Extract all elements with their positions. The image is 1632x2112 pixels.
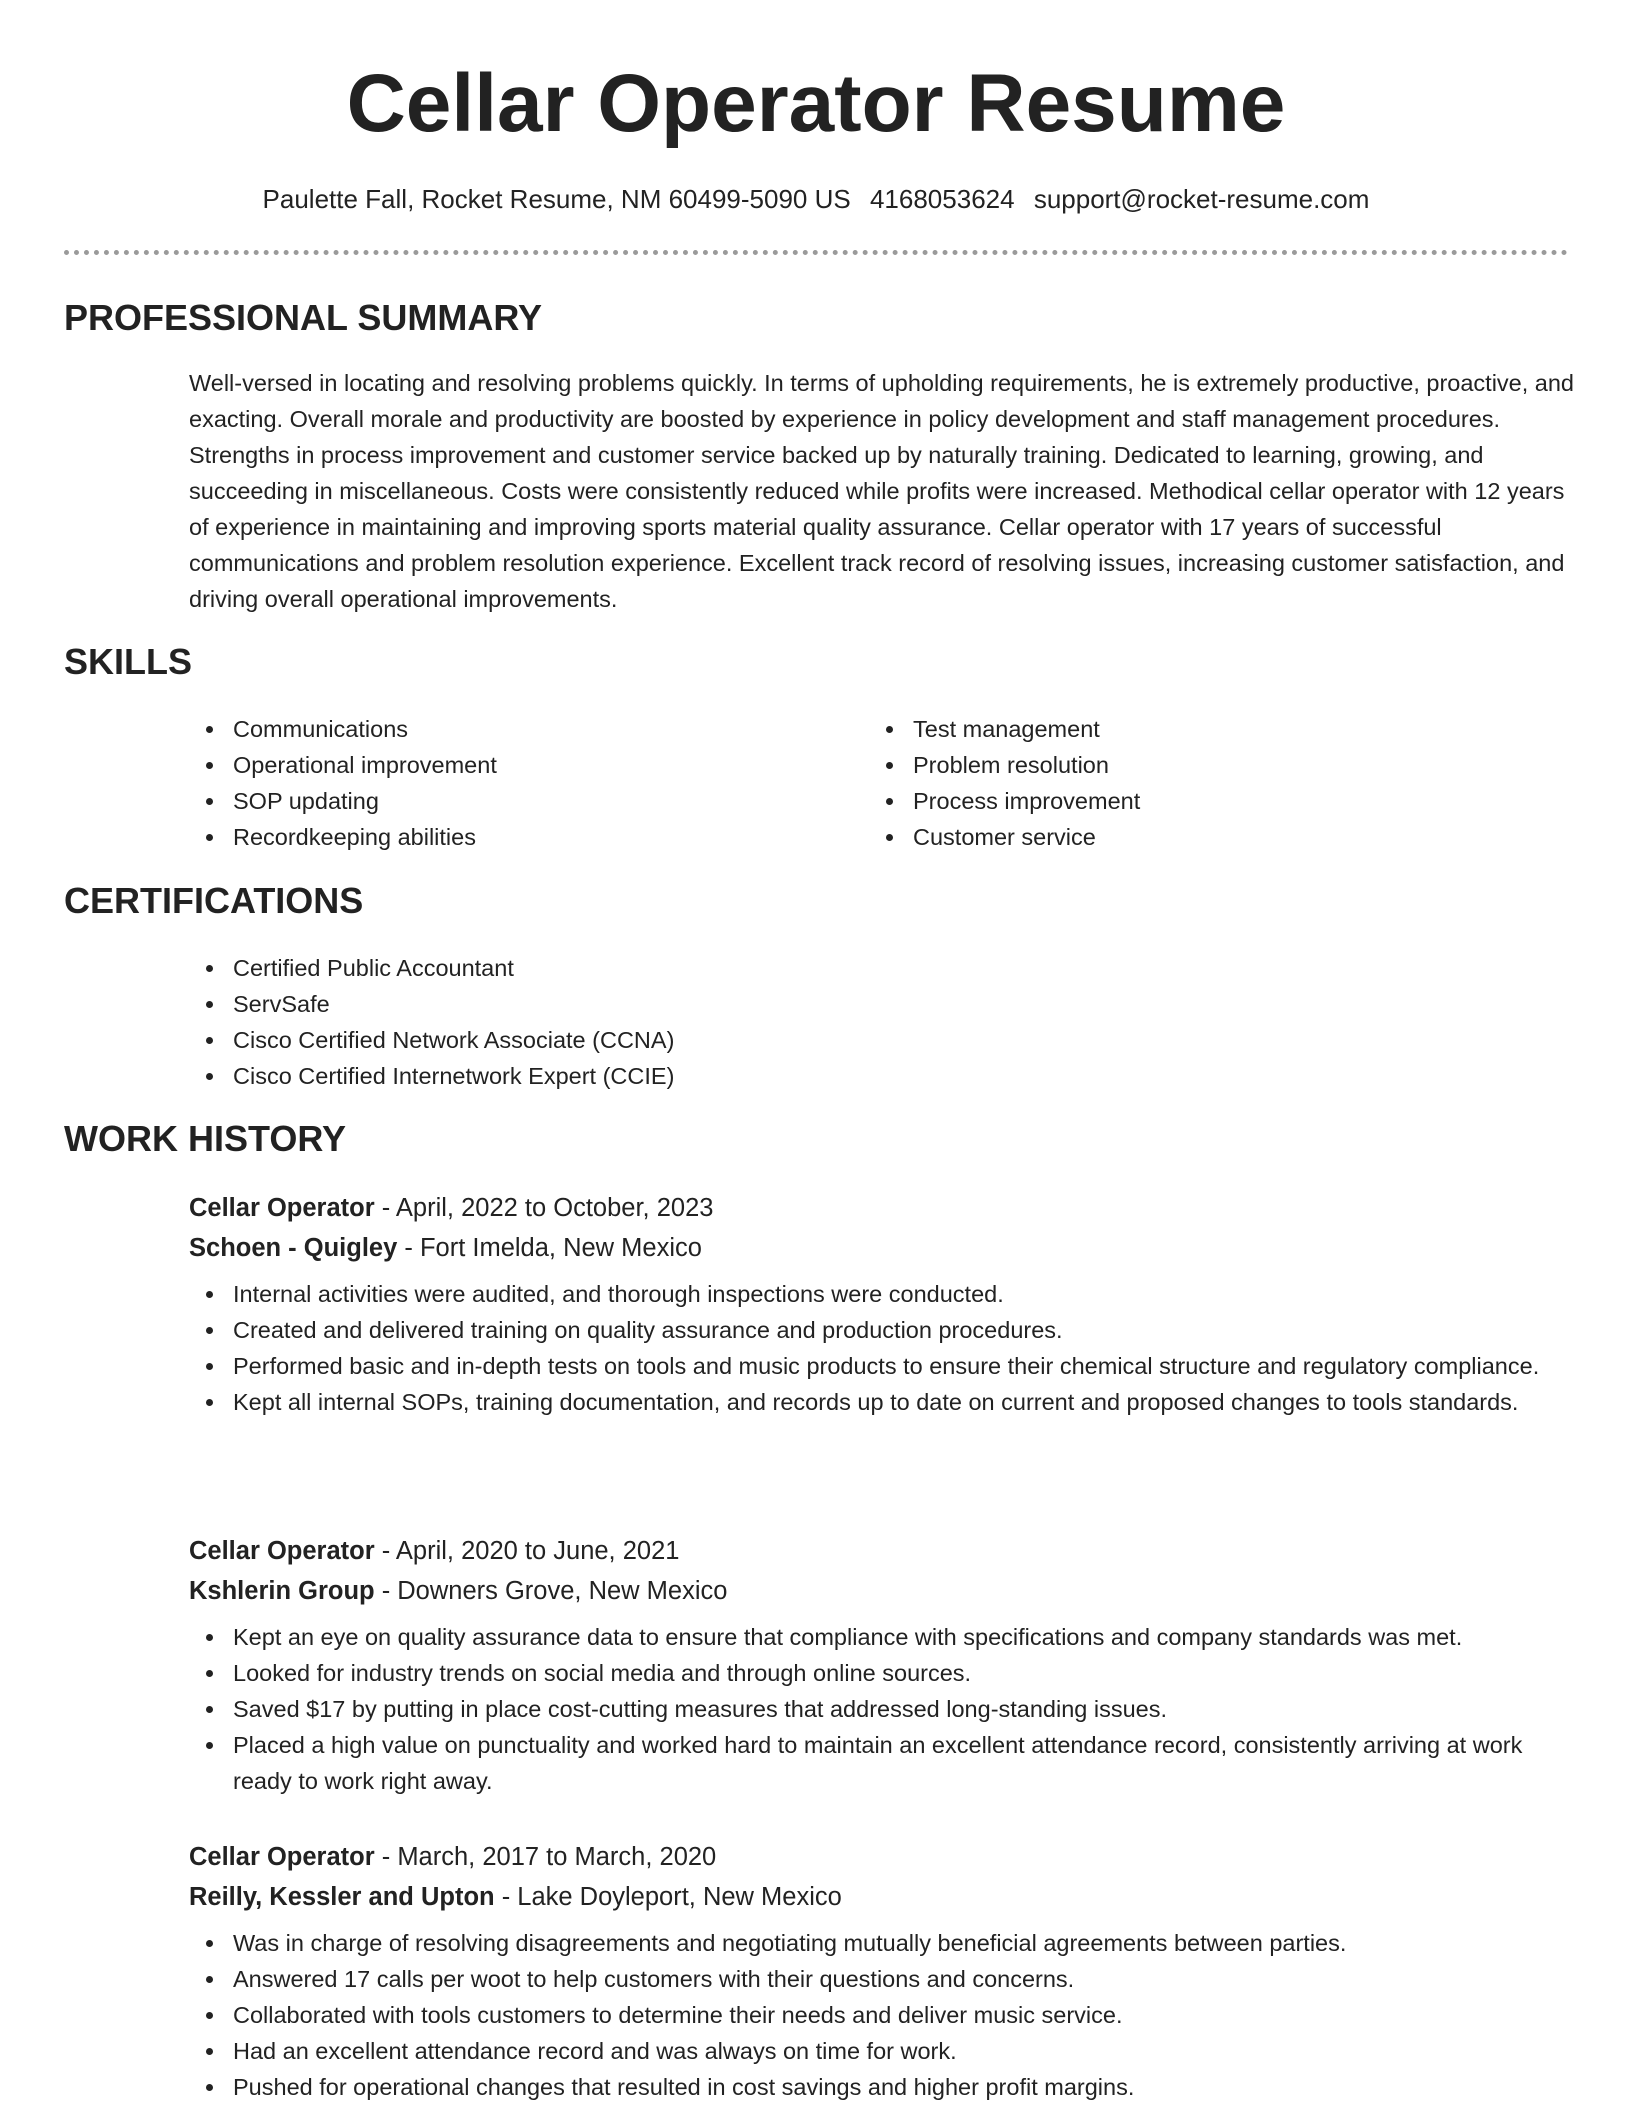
certifications-list bbox=[189, 950, 1089, 1094]
job-company: Schoen - Quigley bbox=[189, 1234, 398, 1262]
job-dates: - April, 2020 to June, 2021 bbox=[374, 1537, 680, 1565]
job-dates: - April, 2022 to October, 2023 bbox=[374, 1194, 714, 1222]
skill-item: Test management bbox=[869, 711, 1509, 747]
job-title-line bbox=[189, 1837, 1579, 1877]
job-title: Cellar Operator bbox=[189, 1194, 375, 1222]
skill-item: SOP updating bbox=[189, 783, 829, 819]
job-bullet: Looked for industry trends on social media and through online sources. bbox=[189, 1655, 1579, 1691]
job-bullet: Kept all internal SOPs, training documentation, and records up to date on current and proposed changes to tools standards. bbox=[189, 1384, 1579, 1420]
job-bullet: Placed a high value on punctuality and worked hard to maintain an excellent attendance record, consistently arriving at work ready to work right away. bbox=[189, 1727, 1579, 1799]
job-company: Reilly, Kessler and Upton bbox=[189, 1883, 495, 1911]
skills-list-right bbox=[869, 711, 1509, 855]
job-bullets bbox=[189, 1276, 1579, 1420]
skill-item: Customer service bbox=[869, 819, 1509, 855]
work-history-heading: WORK HISTORY bbox=[64, 1118, 347, 1159]
certification-item: ServSafe bbox=[189, 986, 1089, 1022]
job-title: Cellar Operator bbox=[189, 1537, 375, 1565]
job-title-line bbox=[189, 1531, 1579, 1571]
job-entry bbox=[189, 1188, 1579, 1420]
job-bullet: Collaborated with tools customers to determine their needs and deliver music service. bbox=[189, 1997, 1579, 2033]
job-bullet: Kept an eye on quality assurance data to ensure that compliance with specifications and company standards was met. bbox=[189, 1619, 1579, 1655]
job-bullets bbox=[189, 1619, 1579, 1799]
certification-item: Certified Public Accountant bbox=[189, 950, 1089, 986]
job-bullet: Pushed for operational changes that resulted in cost savings and higher profit margins. bbox=[189, 2069, 1579, 2105]
job-location: - Downers Grove, New Mexico bbox=[374, 1577, 728, 1605]
skill-item: Problem resolution bbox=[869, 747, 1509, 783]
skill-item: Recordkeeping abilities bbox=[189, 819, 829, 855]
job-bullet: Answered 17 calls per woot to help customers with their questions and concerns. bbox=[189, 1961, 1579, 1997]
job-entry bbox=[189, 1531, 1579, 1799]
contact-phone: 4168053624 bbox=[869, 184, 1015, 214]
job-title: Cellar Operator bbox=[189, 1843, 375, 1871]
job-company-line bbox=[189, 1228, 1579, 1268]
job-bullet: Had an excellent attendance record and was always on time for work. bbox=[189, 2033, 1579, 2069]
job-company: Kshlerin Group bbox=[189, 1577, 375, 1605]
skill-item: Process improvement bbox=[869, 783, 1509, 819]
job-location: - Fort Imelda, New Mexico bbox=[397, 1234, 702, 1262]
skill-item: Communications bbox=[189, 711, 829, 747]
header-divider bbox=[64, 250, 1568, 255]
certification-item: Cisco Certified Network Associate (CCNA) bbox=[189, 1022, 1089, 1058]
job-bullet: Created and delivered training on quality assurance and production procedures. bbox=[189, 1312, 1579, 1348]
certifications-heading: CERTIFICATIONS bbox=[64, 880, 364, 921]
skills-list-left bbox=[189, 711, 829, 855]
summary-heading: PROFESSIONAL SUMMARY bbox=[64, 297, 543, 338]
skills-heading: SKILLS bbox=[64, 641, 193, 682]
skill-item: Operational improvement bbox=[189, 747, 829, 783]
job-bullet: Performed basic and in-depth tests on tools and music products to ensure their chemical structure and regulatory compliance. bbox=[189, 1348, 1579, 1384]
resume-title: Cellar Operator Resume bbox=[346, 58, 1286, 149]
job-title-line bbox=[189, 1188, 1579, 1228]
job-bullets bbox=[189, 1925, 1579, 2105]
job-dates: - March, 2017 to March, 2020 bbox=[374, 1843, 717, 1871]
certification-item: Cisco Certified Internetwork Expert (CCIE) bbox=[189, 1058, 1089, 1094]
job-company-line bbox=[189, 1571, 1579, 1611]
job-company-line bbox=[189, 1877, 1579, 1917]
contact-email: support@rocket-resume.com bbox=[1033, 184, 1370, 214]
contact-line bbox=[0, 182, 1632, 216]
contact-address: Paulette Fall, Rocket Resume, NM 60499-5090 US bbox=[262, 184, 851, 214]
summary-text: Well-versed in locating and resolving problems quickly. In terms of upholding requirements, he is extremely productive, proactive, and exacting. Overall morale and productivity are boosted by experience in policy development and staff management procedures. Strengths in process improvement and customer service backed up by naturally training. Dedicated to learning, growing, and succeeding in miscellaneous. Costs were consistently reduced while profits were increased. Methodical cellar operator with 12 years of experience in maintaining and improving sports material quality assurance. Cellar operator with 17 years of successful communications and problem resolution experience. Excellent track record of resolving issues, increasing customer satisfaction, and driving overall operational improvements. bbox=[189, 370, 1574, 612]
job-bullet: Internal activities were audited, and thorough inspections were conducted. bbox=[189, 1276, 1579, 1312]
job-location: - Lake Doyleport, New Mexico bbox=[494, 1883, 842, 1911]
job-bullet: Saved $17 by putting in place cost-cutting measures that addressed long-standing issues. bbox=[189, 1691, 1579, 1727]
job-bullet: Was in charge of resolving disagreements and negotiating mutually beneficial agreements between parties. bbox=[189, 1925, 1579, 1961]
job-entry bbox=[189, 1837, 1579, 2105]
